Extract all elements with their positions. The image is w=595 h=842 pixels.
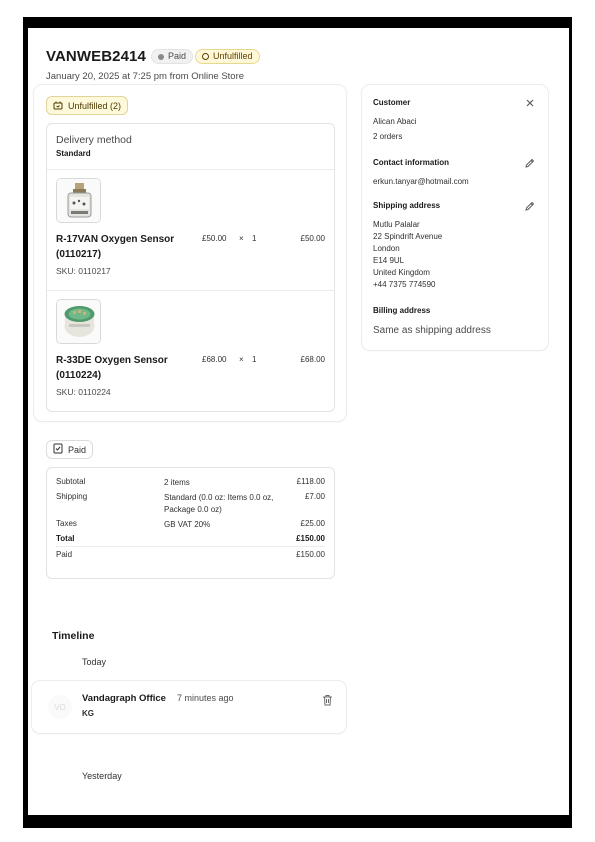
customer-name[interactable]: Alican Abaci <box>373 117 417 126</box>
package-icon <box>53 100 63 112</box>
billing-address-value: Same as shipping address <box>373 325 491 336</box>
summary-label: Subtotal <box>56 477 86 486</box>
shipping-address-line: +44 7375 774590 <box>373 280 436 289</box>
customer-card <box>362 85 548 350</box>
item-name-line1[interactable]: R-17VAN Oxygen Sensor <box>56 234 175 245</box>
paid-pill-label: Paid <box>68 444 87 455</box>
oxygen-sensor-green-icon <box>57 300 101 344</box>
shipping-address-line: E14 9UL <box>373 256 405 265</box>
item-name-line2[interactable]: (0110224) <box>56 370 102 381</box>
status-dot-icon <box>158 54 164 60</box>
item-total: £68.00 <box>300 355 325 364</box>
item-sku: SKU: 0110217 <box>56 266 111 276</box>
summary-amount: £150.00 <box>296 534 325 543</box>
trash-icon[interactable] <box>320 693 334 707</box>
item-name-line2[interactable]: (0110217) <box>56 249 102 260</box>
summary-detail: Standard (0.0 oz: Items 0.0 oz, Package 0.0 oz) <box>164 493 274 514</box>
oxygen-sensor-grey-icon <box>57 179 101 223</box>
item-times: × <box>239 234 244 243</box>
contact-info-title: Contact information <box>373 158 449 167</box>
shipping-address-line: Mutlu Palalar <box>373 220 420 229</box>
summary-detail: 2 items <box>164 478 190 487</box>
order-number: VANWEB2414 <box>46 48 146 65</box>
order-subtitle: January 20, 2025 at 7:25 pm from Online Store <box>46 71 245 82</box>
summary-label: Paid <box>56 550 73 559</box>
item-name-line1[interactable]: R-33DE Oxygen Sensor <box>56 355 168 366</box>
edit-pencil-icon[interactable] <box>522 156 536 170</box>
payment-summary-box <box>46 467 335 579</box>
unfulfilled-ring-icon <box>202 53 209 60</box>
receipt-check-icon <box>53 443 63 456</box>
divider <box>56 546 325 547</box>
paid-pill <box>46 440 93 459</box>
summary-detail: GB VAT 20% <box>164 520 211 529</box>
timeline-today-label: Today <box>82 657 107 667</box>
fulfillment-status-label: Unfulfilled <box>213 51 253 61</box>
shipping-address-line: United Kingdom <box>373 268 430 277</box>
line-items-box <box>46 123 335 412</box>
summary-amount: £118.00 <box>296 477 325 486</box>
item-times: × <box>239 355 244 364</box>
customer-orders[interactable]: 2 orders <box>373 132 403 141</box>
order-page <box>28 28 569 815</box>
delivery-method-value: Standard <box>56 149 91 158</box>
timeline-yesterday-label: Yesterday <box>82 771 122 781</box>
summary-amount: £7.00 <box>304 492 325 501</box>
timeline-note: KG <box>82 709 94 718</box>
timeline-author: Vandagraph Office <box>82 693 166 704</box>
summary-amount: £150.00 <box>296 550 325 559</box>
fulfillment-card <box>34 85 346 421</box>
shipping-address-line: 22 Spindrift Avenue <box>373 232 443 241</box>
item-qty: 1 <box>252 234 257 243</box>
divider <box>47 290 334 291</box>
shipping-address-title: Shipping address <box>373 201 441 210</box>
billing-address-title: Billing address <box>373 306 431 315</box>
item-price: £50.00 <box>202 234 227 243</box>
summary-label: Taxes <box>56 519 77 528</box>
unfulfilled-pill <box>46 96 128 115</box>
divider <box>47 169 334 170</box>
close-icon[interactable] <box>523 96 537 110</box>
unfulfilled-pill-label: Unfulfilled (2) <box>68 100 122 111</box>
summary-label: Shipping <box>56 492 88 501</box>
payment-status-label: Paid <box>168 51 187 61</box>
item-price: £68.00 <box>202 355 227 364</box>
avatar <box>48 695 72 719</box>
timeline-entry-card <box>32 681 346 733</box>
product-thumbnail[interactable] <box>56 178 101 223</box>
customer-section-title: Customer <box>373 98 411 107</box>
avatar-initials: VO <box>54 702 66 712</box>
edit-pencil-icon[interactable] <box>522 199 536 213</box>
item-sku: SKU: 0110224 <box>56 387 111 397</box>
item-qty: 1 <box>252 355 257 364</box>
timeline-title: Timeline <box>52 630 95 642</box>
summary-label: Total <box>56 534 75 543</box>
delivery-method-label: Delivery method <box>56 134 132 146</box>
customer-email[interactable]: erkun.tanyar@hotmail.com <box>373 177 469 186</box>
shipping-address-line: London <box>373 244 400 253</box>
fulfillment-status-badge <box>195 49 260 64</box>
summary-amount: £25.00 <box>300 519 325 528</box>
timeline-time[interactable]: 7 minutes ago <box>177 693 234 703</box>
payment-card <box>34 435 346 581</box>
payment-status-badge <box>151 49 193 64</box>
product-thumbnail[interactable] <box>56 299 101 344</box>
item-total: £50.00 <box>300 234 325 243</box>
